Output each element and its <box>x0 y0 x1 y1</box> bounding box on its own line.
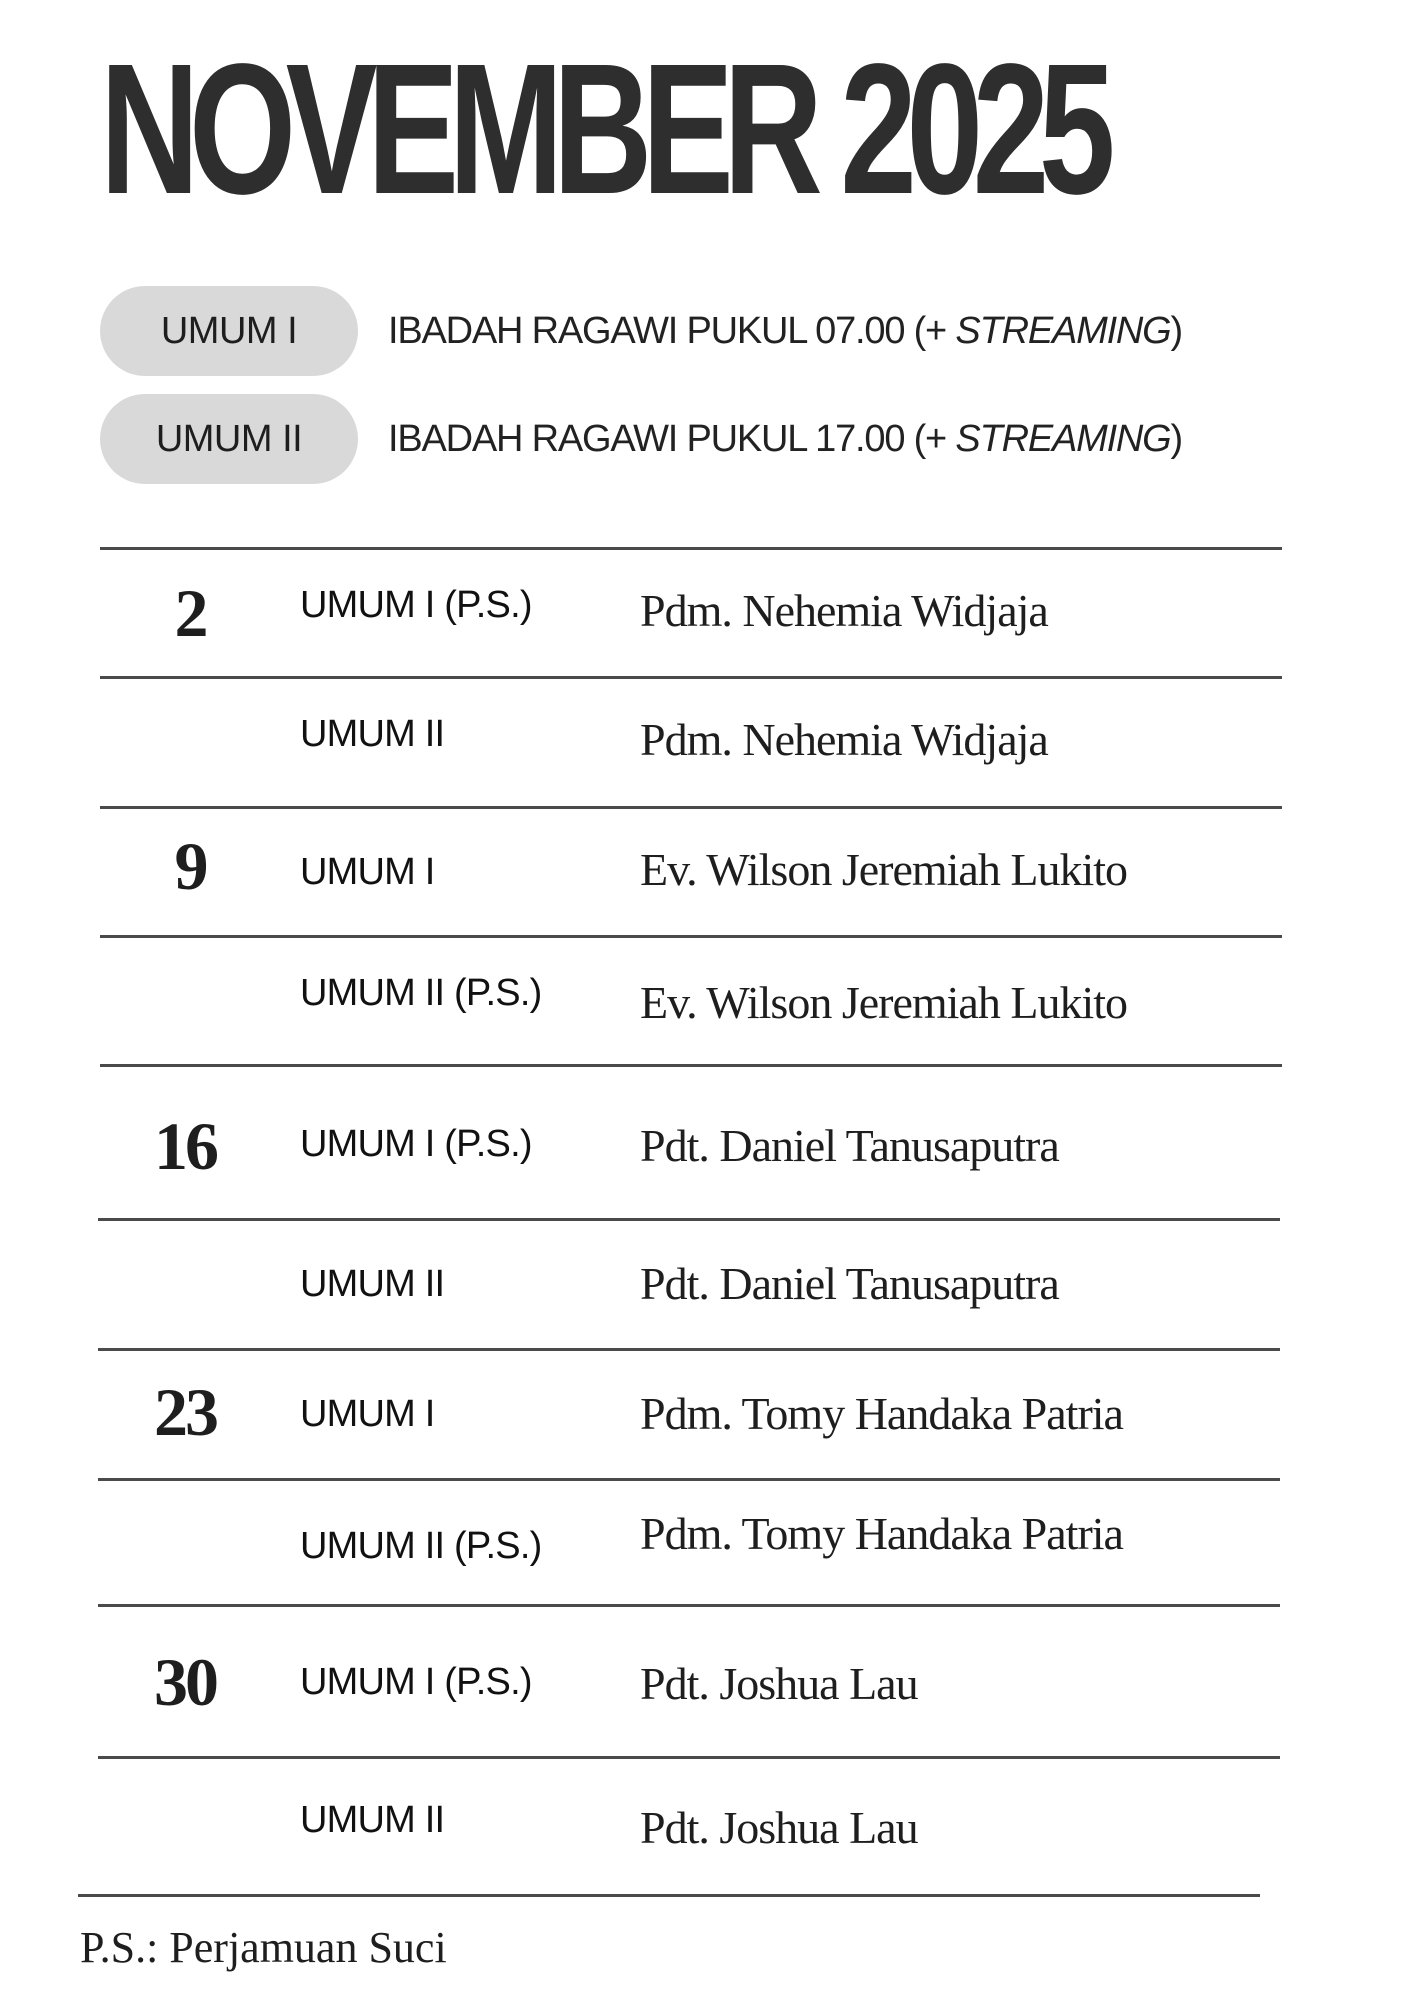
schedule-row <box>100 807 1282 935</box>
service-label: UMUM II (P.S.) <box>300 1525 542 1567</box>
service-pill: UMUM II <box>100 394 358 484</box>
schedule-row <box>100 936 1282 1064</box>
service-description: IBADAH RAGAWI PUKUL 17.00 (+ STREAMING) <box>388 417 1182 460</box>
date-number: 30 <box>154 1644 216 1720</box>
preacher-name: Pdt. Joshua Lau <box>640 1658 918 1709</box>
preacher-name: Pdm. Tomy Handaka Patria <box>640 1508 1123 1559</box>
date-number: 9 <box>174 828 206 904</box>
preacher-name: Pdt. Daniel Tanusaputra <box>640 1120 1059 1171</box>
service-label: UMUM II <box>300 1263 445 1305</box>
divider <box>78 1894 1260 1897</box>
preacher-name: Pdm. Nehemia Widjaja <box>640 714 1048 765</box>
service-label: UMUM I (P.S.) <box>300 1661 532 1703</box>
service-label: UMUM II <box>300 1799 445 1841</box>
preacher-name: Pdm. Tomy Handaka Patria <box>640 1388 1123 1439</box>
schedule-row <box>100 677 1282 805</box>
service-label: UMUM II <box>300 713 445 755</box>
service-label: UMUM I (P.S.) <box>300 584 532 626</box>
preacher-name: Pdm. Nehemia Widjaja <box>640 585 1048 636</box>
service-legend-row <box>100 394 1182 484</box>
schedule-row <box>100 1219 1282 1348</box>
schedule-row <box>100 1479 1282 1604</box>
preacher-name: Pdt. Joshua Lau <box>640 1802 918 1853</box>
preacher-name: Ev. Wilson Jeremiah Lukito <box>640 977 1128 1028</box>
service-label: UMUM II (P.S.) <box>300 972 542 1014</box>
date-number: 23 <box>154 1374 216 1450</box>
service-pill: UMUM I <box>100 286 358 376</box>
service-label: UMUM I (P.S.) <box>300 1123 532 1165</box>
schedule-row <box>100 1605 1282 1756</box>
schedule-row <box>100 1065 1282 1218</box>
service-description: IBADAH RAGAWI PUKUL 07.00 (+ STREAMING) <box>388 309 1182 352</box>
service-legend-row <box>100 286 1182 376</box>
schedule-row <box>100 1757 1282 1894</box>
preacher-name: Ev. Wilson Jeremiah Lukito <box>640 844 1128 895</box>
schedule-row <box>100 548 1282 676</box>
preacher-name: Pdt. Daniel Tanusaputra <box>640 1258 1059 1309</box>
service-label: UMUM I <box>300 851 435 893</box>
schedule-row <box>100 1349 1282 1478</box>
date-number: 2 <box>174 575 206 651</box>
footnote: P.S.: Perjamuan Suci <box>80 1923 447 1972</box>
date-number: 16 <box>154 1108 216 1184</box>
service-label: UMUM I <box>300 1393 435 1435</box>
page-title: NOVEMBER 2025 <box>100 26 1106 233</box>
